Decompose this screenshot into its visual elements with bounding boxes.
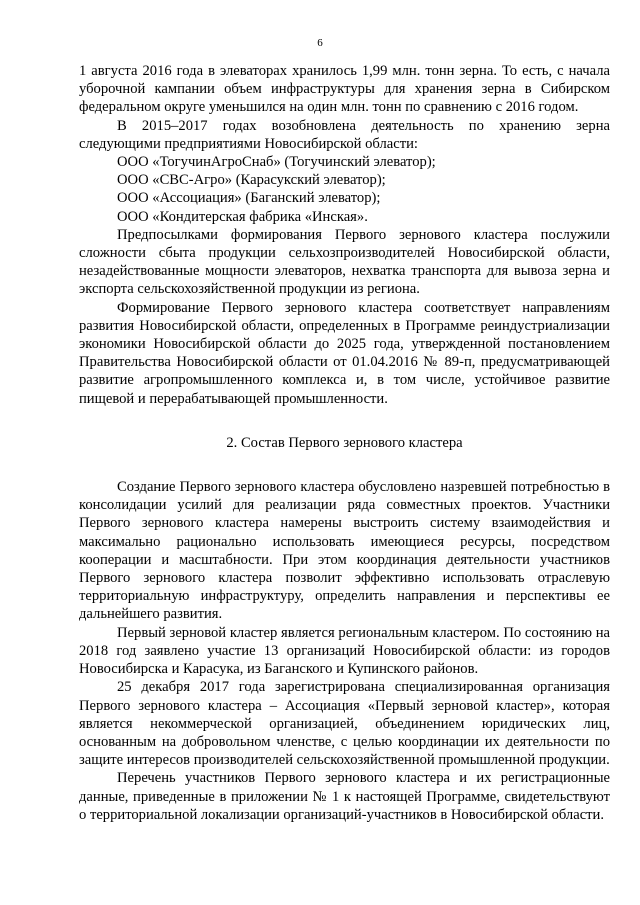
page-number: 6 xyxy=(317,37,323,49)
paragraph-regional-cluster: Первый зерновой кластер является региональным кластером. По состоянию на 2018 год заявлено участие 13 организаций Новосибирской области: из городов Новосибирска и Карасука, из Баганского и Купинского районов. xyxy=(79,624,610,678)
list-item-company: ООО «Кондитерская фабрика «Инская». xyxy=(117,208,368,225)
paragraph-cluster-creation: Создание Первого зернового кластера обусловлено назревшей потребностью в консолидации усилий для реализации ряда совместных проектов. Участники Первого зернового кластера намерены выстроить систему взаимодействия и максимально рационально использовать имеющиеся ресурсы, посредством кооперации и масштабности. При этом координация деятельности участников Первого зернового кластера позволит эффективно использовать отраслевую территориальную инфраструктуру, определить направления и перспективы ее дальнейшего развития. xyxy=(79,479,610,623)
paragraph-cluster-formation: Формирование Первого зернового кластера соответствует направлениям развития Новосибирской области, определенных в Программе реиндустриализации экономики Новосибирской области до 2025 года, утвержденной постановлением Правительства Новосибирской области от 01.04.2016 № 89-п, предусматривающей развитие агропромышленного комплекса и, в том числе, устойчивое развитие пищевой и перерабатывающей промышленности. xyxy=(79,299,610,407)
paragraph-prerequisites: Предпосылками формирования Первого зернового кластера послужили сложности сбыта продукции сельхозпроизводителей Новосибирской области, незадействованные мощности элеваторов, нехватка транспорта для вывоза зерна и экспорта сельскохозяйственной продукции из региона. xyxy=(79,226,610,298)
paragraph-participants-list: Перечень участников Первого зернового кластера и их регистрационные данные, приведенные в приложении № 1 к настоящей Программе, свидетельствуют о территориальной локализации организаций-участников в Новосибирской области. xyxy=(79,770,610,823)
paragraph-association-registration: 25 декабря 2017 года зарегистрирована специализированная организация Первого зернового кластера – Ассоциация «Первый зерновой кластер», которая является некоммерческой организацией, объединением юридических лиц, основанным на добровольном членстве, с целью координации их деятельности по защите интересов производителей сельскохозяйственной промышленной продукции. xyxy=(79,679,610,769)
paragraph-grain-storage: 1 августа 2016 года в элеваторах хранилось 1,99 млн. тонн зерна. То есть, с начала уборочной кампании объем инфраструктуры для хранения зерна в Сибирском федеральном округе уменьшился на один млн. тонн по сравнению с 2016 годом. xyxy=(79,63,610,116)
section-heading: 2. Состав Первого зернового кластера xyxy=(226,434,463,451)
list-item-company: ООО «СВС-Агро» (Карасукский элеватор); xyxy=(117,172,386,189)
paragraph-resumed-storage: В 2015–2017 годах возобновлена деятельность по хранению зерна следующими предприятиями Новосибирской области: xyxy=(79,117,610,152)
list-item-company: ООО «ТогучинАгроСнаб» (Тогучинский элеватор); xyxy=(117,154,436,171)
document-body xyxy=(79,62,610,824)
list-item-company: ООО «Ассоциация» (Баганский элеватор); xyxy=(117,190,381,207)
